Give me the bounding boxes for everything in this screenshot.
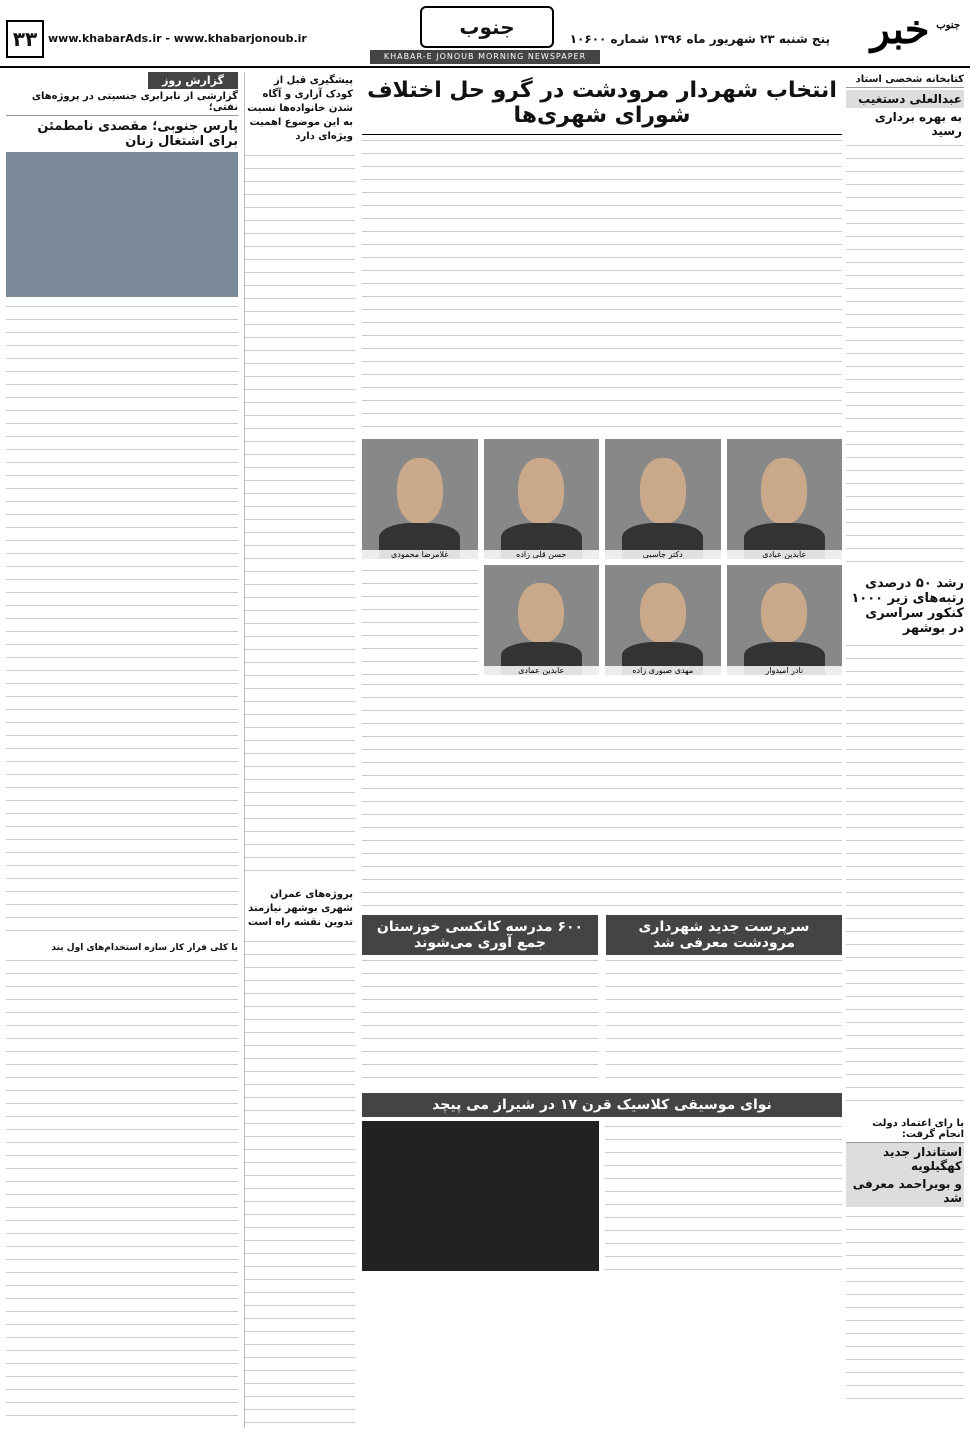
story-body-continued [6, 955, 238, 1428]
photo-caption: نادر امیدوار [727, 666, 843, 675]
story-body [846, 1211, 964, 1411]
lead-body [362, 135, 842, 435]
story-subhead: با کلی فرار کار سازه استخدام‌های اول بند [51, 943, 238, 953]
story-box [362, 915, 598, 1085]
logo-text: خبر [870, 6, 930, 53]
story-headline: عبدالعلی دستغیب [846, 90, 964, 108]
photo-caption: غلامرضا محمودی [362, 550, 478, 559]
text-block [362, 565, 478, 675]
story-body [6, 301, 238, 941]
story-kicker: گزارشی از نابرابری جنسیتی در پروژه‌های نفتی؛ [6, 89, 238, 116]
story-headline: رشد ۵۰ درصدی [865, 576, 964, 591]
story-body [245, 936, 355, 1428]
story-headline-2: به بهره برداری رسید [874, 110, 962, 138]
section-title: جنوب [420, 6, 554, 48]
photo-caption: مهدی صبوری زاده [605, 666, 721, 675]
lead-headline: انتخاب شهردار مرودشت در گرو حل اختلاف شورای شهری‌ها [362, 72, 842, 135]
masthead [0, 0, 970, 68]
photo-row-1 [362, 439, 842, 559]
story-headline: پارس جنوبی؛ مقصدی نامطمئن برای اشتغال زنان [37, 119, 238, 149]
story-box [362, 1121, 842, 1271]
story-headline: پیشگیری قبل از کودک آزاری و آگاه شدن خانواده‌ها نسبت به این موضوع اهمیت ویژه‌ای دارد [247, 75, 353, 142]
left-column [6, 72, 238, 1428]
story-headline: سرپرست جدید شهرداری مرودشت معرفی شد [606, 915, 842, 955]
photo-caption: حسن قلی زاده [484, 550, 600, 559]
story-body [846, 640, 964, 1110]
portrait-photo [362, 439, 478, 559]
story-body [245, 150, 355, 880]
concert-photo [362, 1121, 599, 1271]
portrait-photo [727, 565, 843, 675]
main-column [362, 72, 842, 1428]
page-number: ۳۳ [6, 20, 44, 58]
story-headline: کنکور سراسری [865, 606, 964, 621]
story-kicker: کتابخانه شخصی استاد [846, 72, 964, 88]
lead-body-continued [362, 679, 842, 909]
worker-photo [6, 152, 238, 297]
report-badge: گزارش روز [148, 72, 238, 89]
photo-row-2 [362, 565, 842, 675]
story-headline: در بوشهر [902, 621, 964, 636]
story-body [846, 140, 964, 570]
portrait-photo [484, 439, 600, 559]
website-links[interactable]: www.khabarAds.ir - www.khabarjonoub.ir [48, 32, 307, 45]
story-kicker: با رای اعتماد دولت انجام گرفت: [846, 1116, 964, 1143]
story-body [362, 955, 598, 1085]
masthead-subtitle: KHABAR-E JONOUB MORNING NEWSPAPER [370, 50, 600, 64]
left-inner-column [244, 72, 355, 1428]
story-body [605, 1121, 842, 1271]
portrait-photo [484, 565, 600, 675]
story-box [606, 915, 842, 1085]
photo-caption: عابدین عبادی [727, 550, 843, 559]
story-headline: استاندار جدید کهگیلویه [846, 1143, 964, 1175]
photo-caption: دکتر جاسبی [605, 550, 721, 559]
portrait-photo [605, 439, 721, 559]
story-headline: ۶۰۰ مدرسه کانکسی خوزستان جمع آوری می‌شوند [362, 915, 598, 955]
story-headline: و بویراحمد معرفی شد [846, 1175, 964, 1207]
story-body [606, 955, 842, 1085]
portrait-photo [727, 439, 843, 559]
logo-sub: جنوب [936, 20, 960, 31]
issue-date: پنج شنبه ۲۳ شهریور ماه ۱۳۹۶ شماره ۱۰۶۰۰ [569, 32, 830, 46]
photo-caption: عابدین عمادی [484, 666, 600, 675]
portrait-photo [605, 565, 721, 675]
newspaper-logo [840, 6, 960, 54]
story-headline: پروژه‌های عمران شهری بوشهر نیازمند تدوین نقشه راه است [247, 889, 353, 928]
right-column [846, 72, 964, 1428]
story-headline: رتبه‌های زیر ۱۰۰۰ [851, 591, 964, 606]
mid-stories [362, 915, 842, 1085]
story-headline: نوای موسیقی کلاسیک قرن ۱۷ در شیراز می پیچد [362, 1093, 842, 1117]
